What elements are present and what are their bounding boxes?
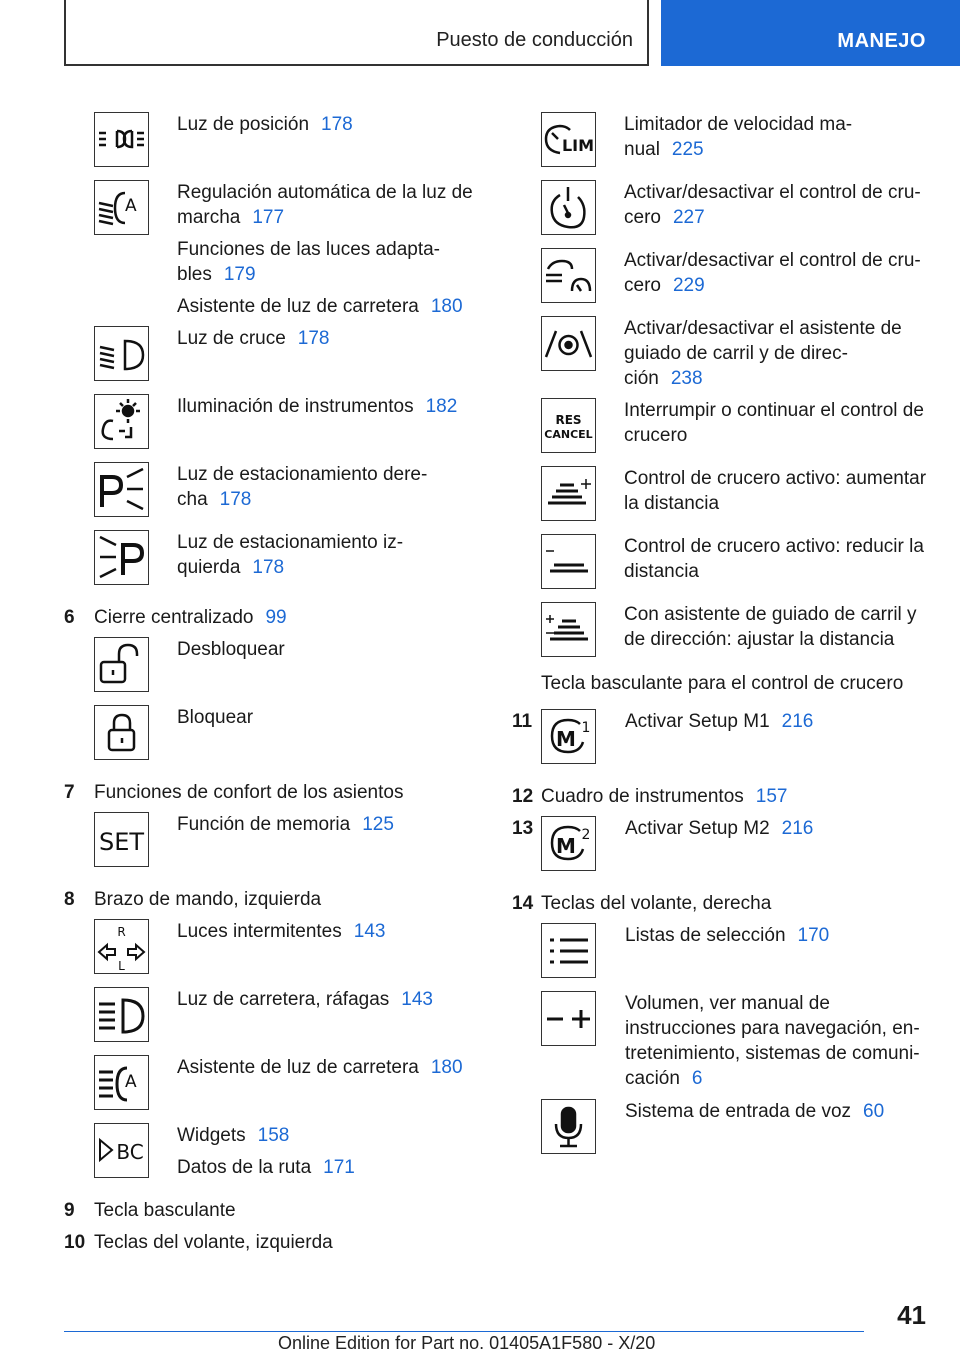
item-central-locking: Cierre centralizado 99: [94, 607, 287, 628]
page-ref[interactable]: 158: [257, 1125, 290, 1146]
page-ref[interactable]: 143: [401, 989, 433, 1010]
svg-text:M: M: [556, 834, 576, 858]
item-number: 8: [64, 889, 75, 910]
item-number: 13: [512, 818, 534, 839]
svg-text:CANCEL: CANCEL: [544, 428, 593, 441]
svg-text:1: 1: [581, 720, 591, 736]
turn-signal-icon: [94, 919, 149, 974]
item-low-beam: Luz de cruce 178: [177, 328, 330, 349]
item-selection-lists: Listas de selección 170: [625, 925, 830, 946]
list-icon: [541, 923, 596, 978]
item-steering-right: Teclas del volante, derecha: [541, 893, 772, 914]
item-number: 6: [64, 607, 75, 628]
page-ref[interactable]: 143: [353, 921, 386, 942]
page-ref[interactable]: 216: [781, 818, 814, 839]
page-ref[interactable]: 125: [362, 814, 394, 835]
page-ref[interactable]: 225: [671, 139, 704, 160]
auto-headlight-icon: [94, 180, 149, 235]
item-position-light: Luz de posición 178: [177, 114, 353, 135]
page-ref[interactable]: 157: [755, 786, 788, 807]
active-cruise-icon: [541, 248, 596, 303]
item-trip-data: Datos de la ruta 171: [177, 1157, 355, 1178]
item-speed-limiter: Limitador de velocidad ma- nual 225: [624, 114, 853, 160]
chapter-title: Puesto de conducción: [436, 29, 633, 51]
item-auto-headlight: Regulación automática de la luz de marcha 177: [177, 182, 473, 228]
item-highbeam-assist-2: Asistente de luz de carretera 180: [177, 1057, 463, 1078]
svg-text:BC: BC: [116, 1140, 144, 1164]
item-number: 9: [64, 1200, 75, 1221]
item-volume: Volumen, ver manual de instrucciones para navegación, en- tretenimiento, sistemas de comuni- cación 6: [625, 993, 920, 1089]
item-high-beam: Luz de carretera, ráfagas 143: [177, 989, 433, 1010]
cruise-control-icon: [541, 180, 596, 235]
page-ref[interactable]: 6: [691, 1068, 703, 1089]
page-ref[interactable]: 216: [781, 711, 814, 732]
item-distance-increase: Control de crucero activo: aumentar la distancia: [624, 468, 927, 514]
item-distance-adjust: Con asistente de guiado de carril y de dirección: ajustar la distancia: [624, 604, 917, 650]
instrument-lighting-icon: [94, 394, 149, 449]
page-ref[interactable]: 177: [252, 207, 285, 228]
item-widgets: Widgets 158: [177, 1125, 290, 1146]
item-setup-m1: Activar Setup M1 216: [625, 711, 814, 732]
lane-assist-icon: [541, 316, 596, 371]
distance-decrease-icon: [541, 534, 596, 589]
volume-plus-minus-icon: [541, 991, 596, 1046]
item-seat-comfort: Funciones de confort de los asientos: [94, 782, 404, 803]
page-ref[interactable]: 178: [321, 114, 353, 135]
item-highbeam-assist: Asistente de luz de carretera 180: [177, 296, 463, 317]
svg-text:2: 2: [581, 827, 591, 843]
highbeam-assist-icon: [94, 1055, 149, 1110]
item-cruise-rocker: Tecla basculante para el control de crucero: [541, 673, 904, 694]
item-rocker-switch: Tecla basculante: [94, 1200, 236, 1221]
section-label: MANEJO: [837, 30, 926, 52]
svg-text:RES: RES: [555, 413, 582, 427]
item-parking-right: Luz de estacionamiento dere- cha 178: [177, 464, 428, 510]
distance-adjust-icon: [541, 602, 596, 657]
item-number: 12: [512, 786, 534, 807]
item-number: 14: [512, 893, 534, 914]
page-ref[interactable]: 170: [797, 925, 830, 946]
item-setup-m2: Activar Setup M2 216: [625, 818, 814, 839]
item-number: 10: [64, 1232, 86, 1253]
item-cruise-control-1: Activar/desactivar el control de cru- cero 227: [624, 182, 921, 228]
page-ref[interactable]: 229: [672, 275, 705, 296]
res-cancel-icon: [541, 398, 596, 453]
item-unlock: Desbloquear: [177, 639, 285, 660]
page-ref[interactable]: 238: [670, 368, 703, 389]
bc-button-icon: [94, 1123, 149, 1178]
footer-divider: [64, 1331, 864, 1332]
item-steering-left: Teclas del volante, izquierda: [94, 1232, 333, 1253]
svg-text:A: A: [125, 196, 137, 216]
item-distance-decrease: Control de crucero activo: reducir la distancia: [624, 536, 924, 582]
page-ref[interactable]: 178: [219, 489, 252, 510]
svg-text:R: R: [117, 925, 126, 939]
svg-text:M: M: [556, 727, 576, 751]
page-ref[interactable]: 227: [672, 207, 705, 228]
header-bar: [64, 0, 649, 66]
footer-edition: Online Edition for Part no. 01405A1F580 - X/20: [278, 1333, 656, 1353]
item-instrument-cluster: Cuadro de instrumentos 157: [541, 786, 788, 807]
page-ref[interactable]: 178: [252, 557, 285, 578]
distance-increase-icon: [541, 466, 596, 521]
svg-text:A: A: [125, 1072, 137, 1092]
low-beam-icon: [94, 326, 149, 381]
item-number: 7: [64, 782, 75, 803]
item-instrument-lighting: Iluminación de instrumentos 182: [177, 396, 458, 417]
item-cruise-control-2: Activar/desactivar el control de cru- cero 229: [624, 250, 921, 296]
page-ref[interactable]: 179: [223, 264, 256, 285]
item-memory-function: Función de memoria 125: [177, 814, 394, 835]
unlock-icon: [94, 637, 149, 692]
item-adaptive-lights: Funciones de las luces adapta- bles 179: [177, 239, 440, 285]
position-light-icon: [94, 112, 149, 167]
svg-text:SET: SET: [98, 828, 145, 856]
lock-icon: [94, 705, 149, 760]
setup-m2-icon: [541, 816, 596, 871]
page-ref[interactable]: 180: [430, 1057, 463, 1078]
item-parking-left: Luz de estacionamiento iz- quierda 178: [177, 532, 404, 578]
svg-text:LIM: LIM: [561, 136, 595, 155]
page-ref[interactable]: 99: [265, 607, 287, 628]
item-turn-signals: Luces intermitentes 143: [177, 921, 386, 942]
svg-text:L: L: [118, 959, 125, 973]
item-left-stalk: Brazo de mando, izquierda: [94, 889, 322, 910]
setup-m1-icon: [541, 709, 596, 764]
item-lock: Bloquear: [177, 707, 254, 728]
page-ref[interactable]: 180: [430, 296, 463, 317]
item-resume-cancel: Interrumpir o continuar el control de crucero: [624, 400, 924, 446]
item-number: 11: [512, 711, 533, 732]
speed-limiter-icon: [541, 112, 596, 167]
section-tab[interactable]: [661, 0, 960, 66]
high-beam-icon: [94, 987, 149, 1042]
parking-light-left-icon: [94, 530, 149, 585]
parking-light-right-icon: [94, 462, 149, 517]
microphone-icon: [541, 1099, 596, 1154]
page-ref[interactable]: 182: [425, 396, 458, 417]
item-lane-assist: Activar/desactivar el asistente de guiado de carril y de direc- ción 238: [624, 318, 902, 389]
page-number: 41: [897, 1300, 926, 1330]
item-voice-input: Sistema de entrada de voz 60: [625, 1101, 885, 1122]
page-ref[interactable]: 178: [297, 328, 330, 349]
memory-set-icon: [94, 812, 149, 867]
page-ref[interactable]: 60: [863, 1101, 885, 1122]
page-ref[interactable]: 171: [323, 1157, 355, 1178]
